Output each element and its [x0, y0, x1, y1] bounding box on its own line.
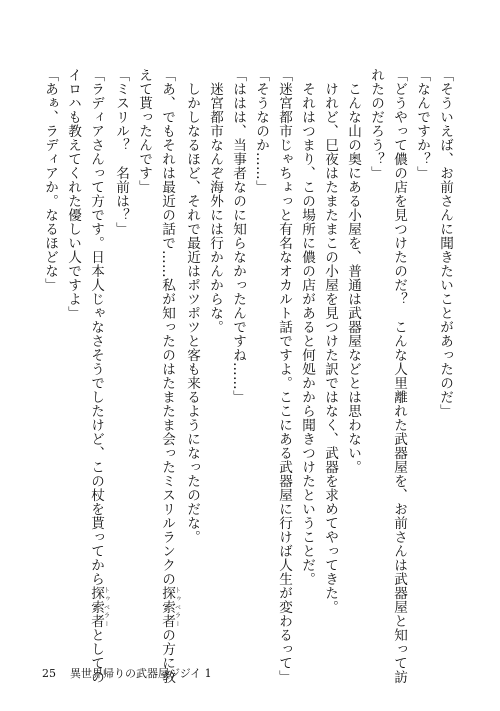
text-line: 「なんですか？」 [414, 68, 430, 180]
text-line: 「ミスリル？ 名前は？」 [113, 68, 129, 236]
ruby-annotation [159, 586, 181, 628]
ruby-tail: の方に教 [159, 628, 175, 684]
text-line: しかしなるほど、それで最近はポツポツと客も来るようになったのだな。 [184, 68, 200, 544]
text-line-with-ruby: 「あ、でもそれは最近の話で……私が知ったのはたまたま会ったミスリルランクの探索者トゥベラーの方に教 [159, 68, 181, 684]
text-line: 「そうなのか……」 [253, 68, 269, 194]
ruby-base: 探索者 [88, 586, 104, 628]
text-line: こんな山の奥にある小屋を、普通は武器屋などとは思わない。 [345, 68, 361, 474]
text-line: 「ははは、当事者なのに知らなかったんですね……」 [230, 68, 246, 404]
ruby-tail: としての [88, 628, 104, 684]
ruby-reading: トゥベラー [173, 586, 181, 628]
text-line: 「あぁ、ラディアか。なるほどな」 [42, 68, 58, 292]
running-title: 異世界帰りの武器屋ジジイ 1 [70, 667, 212, 680]
text-line: 「そういえば、お前さんに聞きたいことがあったのだ」 [437, 68, 453, 418]
text-line: それはつまり、この場所に儂の店があると何処かから聞きつけたということだ。 [299, 68, 315, 586]
text-line: けれど、巳夜はたまたまこの小屋を見つけた訳ではなく、武器を求めてやってきた。 [322, 68, 338, 614]
ruby-annotation [88, 586, 110, 628]
text-line: 迷宮都市なんぞ海外には行かんからな。 [207, 68, 223, 334]
text-line: 「迷宮都市じゃちょっと有名なオカルト話ですよ。ここにある武器屋に行けば人生が変わるって」 [276, 68, 292, 684]
text-line-with-ruby [84, 68, 110, 684]
page-footer [42, 665, 212, 681]
ruby-lead: ミスリルランクの [159, 474, 175, 586]
page-number: 25 [42, 667, 56, 680]
ruby-base: 探索者 [159, 586, 175, 628]
text-line: えて貰ったんです」 [136, 68, 152, 194]
ruby-lead: 「ラディアさんって方です。日本人じゃなさそうでしたけど、この杖を貰ってから [88, 68, 104, 586]
ruby-reading: トゥベラー [102, 586, 110, 628]
text-line: イロハも教えてくれた優しい人ですよ」 [65, 68, 81, 320]
text-line: 「どうやって儂の店を見つけたのだ？ こんな人里離れた武器屋を、お前さんは武器屋と知って訪 [391, 68, 407, 684]
text-line: れたのだろう？」 [368, 68, 384, 180]
